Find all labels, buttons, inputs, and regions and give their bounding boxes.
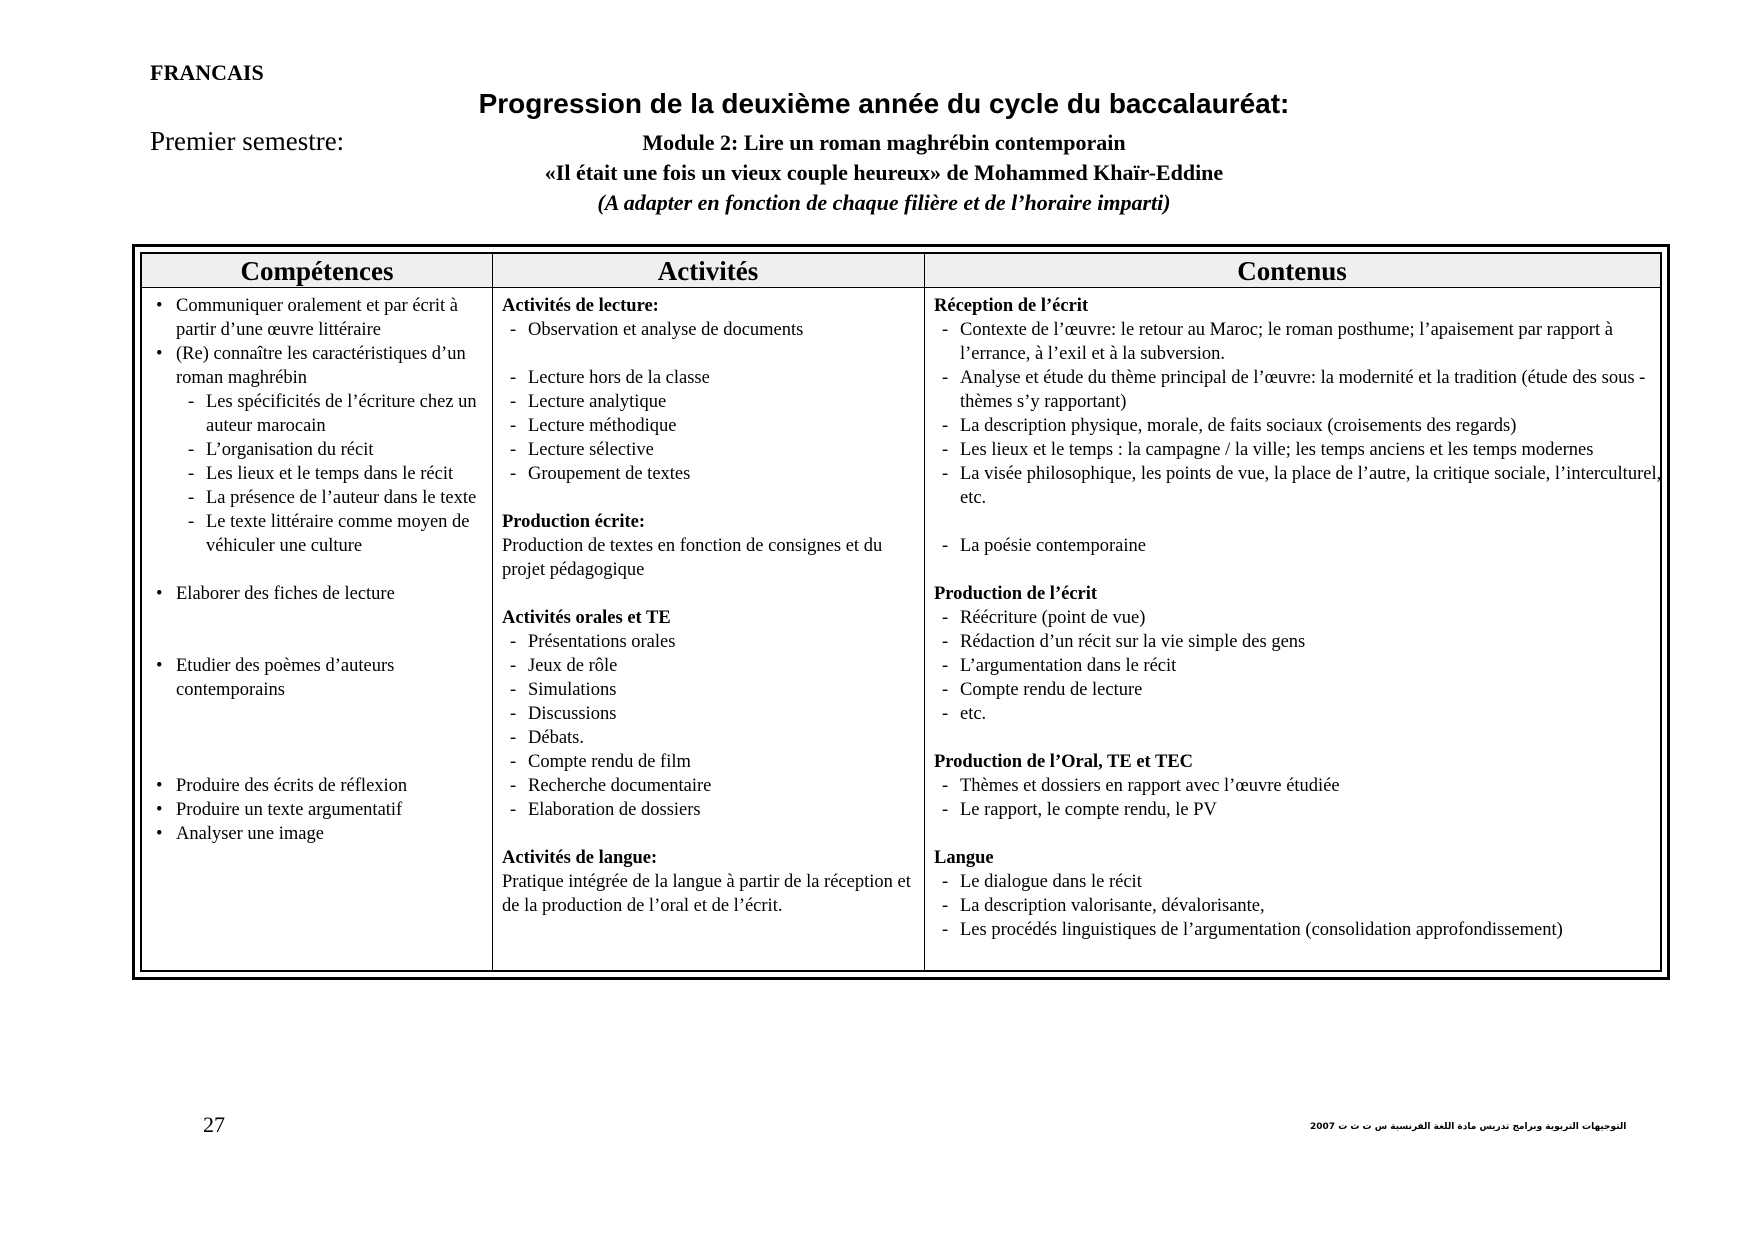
list-item: - Le texte littéraire comme moyen de véhiculer une culture [142,510,482,558]
list-item: - Les spécificités de l’écriture chez un auteur marocain [142,390,482,438]
list-item: • (Re) connaître les caractéristiques d’un roman maghrébin [142,342,482,390]
list-item: - Le dialogue dans le récit [934,870,1674,894]
list-item: - Simulations [502,678,920,702]
list-item: - L’organisation du récit [142,438,482,462]
list-item: • Produire un texte argumentatif [142,798,482,822]
spacer [142,630,482,654]
list-item: - Débats. [502,726,920,750]
list-item: - etc. [934,702,1674,726]
list-item: - La poésie contemporaine [934,534,1674,558]
spacer [934,558,1674,582]
list-item: - L’argumentation dans le récit [934,654,1674,678]
list-item: • Communiquer oralement et par écrit à partir d’une œuvre littéraire [142,294,482,342]
list-item: - Elaboration de dossiers [502,798,920,822]
list-item: - Les lieux et le temps dans le récit [142,462,482,486]
list-item: - Recherche documentaire [502,774,920,798]
spacer [502,582,920,606]
competences-column [142,294,482,846]
spacer [142,750,482,774]
list-item: - La description valorisante, dévalorisante, [934,894,1674,918]
spacer [142,558,482,582]
header-contenus: Contenus [924,254,1660,288]
spacer [142,726,482,750]
list-item: - La description physique, morale, de faits sociaux (croisements des regards) [934,414,1674,438]
list-item: - La visée philosophique, les points de vue, la place de l’autre, la critique sociale, l’interculturel, etc. [934,462,1674,510]
section-heading: Activités de lecture: [502,296,659,316]
list-item: - Compte rendu de lecture [934,678,1674,702]
footer-source: التوجيهات التربوية وبرامج تدريس مادة اللغة الفرنسية س ت ث ت 2007 [1310,1122,1627,1132]
spacer [502,342,920,366]
section-heading: Activités de langue: [502,848,658,868]
list-item: • Etudier des poèmes d’auteurs contemporains [142,654,482,702]
column-divider [492,254,493,970]
page-number: 27 [203,1112,225,1137]
progression-table [132,244,1670,980]
list-item: - Groupement de textes [502,462,920,486]
spacer [142,606,482,630]
list-item: - Contexte de l’œuvre: le retour au Maroc; le roman posthume; l’apaisement par rapport à l’errance, à l’exil et à la subversion. [934,318,1674,366]
column-divider [924,254,925,970]
list-item: • Elaborer des fiches de lecture [142,582,482,606]
list-item: - Jeux de rôle [502,654,920,678]
section-heading: Production de l’écrit [934,584,1098,604]
section-heading: Réception de l’écrit [934,296,1089,316]
section-heading: Activités orales et TE [502,608,671,628]
spacer [142,702,482,726]
spacer [502,486,920,510]
list-item: - Les lieux et le temps : la campagne / la ville; les temps anciens et les temps modernes [934,438,1674,462]
subject-label: FRANCAIS [150,60,264,85]
list-item: - Le rapport, le compte rendu, le PV [934,798,1674,822]
list-item: - Présentations orales [502,630,920,654]
spacer [934,510,1674,534]
list-item: - Observation et analyse de documents [502,318,920,342]
list-item: Production de textes en fonction de consignes et du projet pédagogique [502,536,883,580]
section-heading: Langue [934,848,994,868]
spacer [934,822,1674,846]
list-item: - Discussions [502,702,920,726]
semester-label: Premier semestre: [150,126,345,156]
list-item: - Rédaction d’un récit sur la vie simple des gens [934,630,1674,654]
page-title: Progression de la deuxième année du cycle du baccalauréat: [478,88,1290,119]
section-heading: Production écrite: [502,512,645,532]
activites-column [502,294,920,918]
header-activites: Activités [492,254,924,288]
list-item: - Réécriture (point de vue) [934,606,1674,630]
list-item: - Thèmes et dossiers en rapport avec l’œuvre étudiée [934,774,1674,798]
list-item: - Lecture méthodique [502,414,920,438]
list-item: - Compte rendu de film [502,750,920,774]
list-item: - Analyse et étude du thème principal de l’œuvre: la modernité et la tradition (étude des sous - thèmes s’y rapportant) [934,366,1674,414]
list-item: - La présence de l’auteur dans le texte [142,486,482,510]
list-item: • Produire des écrits de réflexion [142,774,482,798]
table-body [140,252,1662,972]
novel-title: «Il était une fois un vieux couple heureux» de Mohammed Khaïr-Eddine [544,160,1224,185]
header-competences: Compétences [142,254,492,288]
spacer [502,822,920,846]
list-item: - Lecture hors de la classe [502,366,920,390]
list-item: - Lecture sélective [502,438,920,462]
module-title: Module 2: Lire un roman maghrébin contemporain [642,130,1126,155]
list-item: • Analyser une image [142,822,482,846]
adaptation-note: (A adapter en fonction de chaque filière et de l’horaire imparti) [597,190,1171,215]
list-item: Pratique intégrée de la langue à partir de la réception et de la production de l’oral et de l’écrit. [502,872,911,916]
section-heading: Production de l’Oral, TE et TEC [934,752,1194,772]
contenus-column [934,294,1674,942]
list-item: - Lecture analytique [502,390,920,414]
spacer [934,726,1674,750]
list-item: - Les procédés linguistiques de l’argumentation (consolidation approfondissement) [934,918,1674,942]
